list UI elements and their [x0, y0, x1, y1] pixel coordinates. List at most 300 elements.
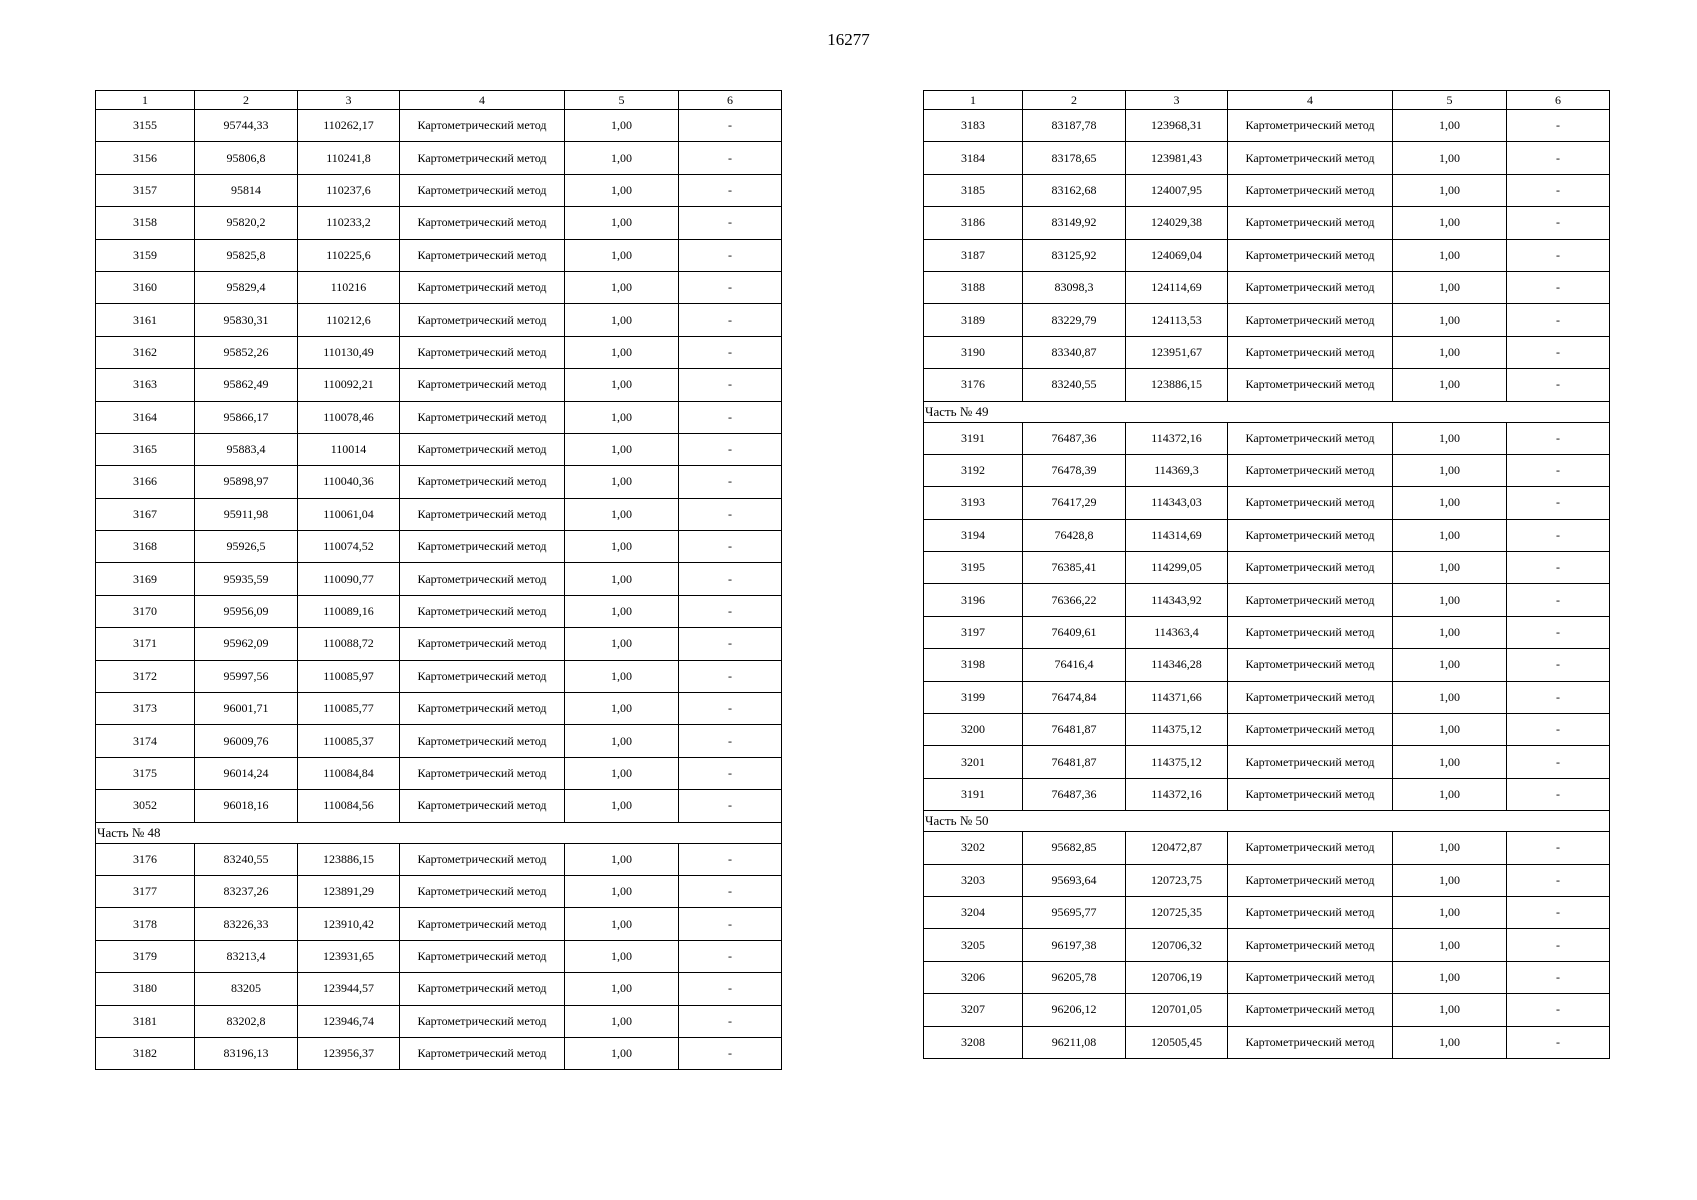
table-row: [96, 1037, 782, 1069]
x-coordinate-cell: 96009,76: [195, 725, 298, 757]
x-coordinate-cell: 83240,55: [195, 843, 298, 875]
column-header: 1: [96, 91, 195, 110]
point-number-cell: 3175: [96, 757, 195, 789]
y-coordinate-cell: 120725,35: [1126, 896, 1228, 928]
x-coordinate-cell: 83226,33: [195, 908, 298, 940]
method-cell: Картометрический метод: [1228, 454, 1393, 486]
table-row: [96, 908, 782, 940]
accuracy-cell: 1,00: [1393, 142, 1507, 174]
table-row: [96, 973, 782, 1005]
note-cell: -: [679, 207, 782, 239]
accuracy-cell: 1,00: [565, 757, 679, 789]
x-coordinate-cell: 95820,2: [195, 207, 298, 239]
accuracy-cell: 1,00: [565, 1037, 679, 1069]
y-coordinate-cell: 110085,97: [298, 660, 400, 692]
point-number-cell: 3177: [96, 875, 195, 907]
method-cell: Картометрический метод: [400, 207, 565, 239]
point-number-cell: 3208: [924, 1026, 1023, 1058]
y-coordinate-cell: 114375,12: [1126, 714, 1228, 746]
table-row: [96, 433, 782, 465]
note-cell: -: [679, 628, 782, 660]
note-cell: -: [679, 110, 782, 142]
table-row: [96, 498, 782, 530]
column-header: 3: [298, 91, 400, 110]
x-coordinate-cell: 76385,41: [1023, 552, 1126, 584]
table-row: [96, 628, 782, 660]
note-cell: -: [1507, 616, 1610, 648]
note-cell: -: [679, 433, 782, 465]
x-coordinate-cell: 95883,4: [195, 433, 298, 465]
table-row: [96, 207, 782, 239]
method-cell: Картометрический метод: [1228, 422, 1393, 454]
y-coordinate-cell: 114343,92: [1126, 584, 1228, 616]
note-cell: -: [1507, 142, 1610, 174]
method-cell: Картометрический метод: [1228, 778, 1393, 810]
note-cell: -: [679, 595, 782, 627]
table-row: [96, 142, 782, 174]
note-cell: -: [679, 908, 782, 940]
table-row: [96, 725, 782, 757]
accuracy-cell: 1,00: [565, 843, 679, 875]
point-number-cell: 3159: [96, 239, 195, 271]
section-label: Часть № 50: [924, 811, 1610, 832]
x-coordinate-cell: 95898,97: [195, 466, 298, 498]
table-row: [96, 940, 782, 972]
point-number-cell: 3191: [924, 422, 1023, 454]
method-cell: Картометрический метод: [1228, 110, 1393, 142]
accuracy-cell: 1,00: [565, 239, 679, 271]
method-cell: Картометрический метод: [400, 563, 565, 595]
y-coordinate-cell: 114372,16: [1126, 778, 1228, 810]
accuracy-cell: 1,00: [1393, 552, 1507, 584]
y-coordinate-cell: 123981,43: [1126, 142, 1228, 174]
y-coordinate-cell: 110216: [298, 271, 400, 303]
accuracy-cell: 1,00: [1393, 519, 1507, 551]
point-number-cell: 3160: [96, 271, 195, 303]
note-cell: -: [1507, 336, 1610, 368]
x-coordinate-cell: 96014,24: [195, 757, 298, 789]
accuracy-cell: 1,00: [565, 304, 679, 336]
x-coordinate-cell: 76416,4: [1023, 649, 1126, 681]
point-number-cell: 3202: [924, 832, 1023, 864]
y-coordinate-cell: 110237,6: [298, 174, 400, 206]
column-header: 2: [195, 91, 298, 110]
note-cell: -: [679, 973, 782, 1005]
x-coordinate-cell: 76474,84: [1023, 681, 1126, 713]
y-coordinate-cell: 124029,38: [1126, 207, 1228, 239]
x-coordinate-cell: 95852,26: [195, 336, 298, 368]
method-cell: Картометрический метод: [400, 336, 565, 368]
y-coordinate-cell: 123886,15: [1126, 369, 1228, 401]
column-header: 6: [1507, 91, 1610, 110]
point-number-cell: 3157: [96, 174, 195, 206]
point-number-cell: 3172: [96, 660, 195, 692]
accuracy-cell: 1,00: [565, 790, 679, 822]
accuracy-cell: 1,00: [1393, 649, 1507, 681]
note-cell: -: [1507, 714, 1610, 746]
accuracy-cell: 1,00: [1393, 369, 1507, 401]
note-cell: -: [679, 660, 782, 692]
accuracy-cell: 1,00: [565, 531, 679, 563]
table-row: [96, 466, 782, 498]
method-cell: Картометрический метод: [1228, 174, 1393, 206]
table-row: [924, 584, 1610, 616]
x-coordinate-cell: 96197,38: [1023, 929, 1126, 961]
table-row: [96, 369, 782, 401]
point-number-cell: 3180: [96, 973, 195, 1005]
method-cell: Картометрический метод: [1228, 519, 1393, 551]
method-cell: Картометрический метод: [400, 239, 565, 271]
accuracy-cell: 1,00: [565, 110, 679, 142]
method-cell: Картометрический метод: [400, 1005, 565, 1037]
accuracy-cell: 1,00: [565, 401, 679, 433]
note-cell: -: [679, 466, 782, 498]
method-cell: Картометрический метод: [400, 660, 565, 692]
method-cell: Картометрический метод: [400, 628, 565, 660]
point-number-cell: 3195: [924, 552, 1023, 584]
accuracy-cell: 1,00: [565, 908, 679, 940]
note-cell: -: [1507, 778, 1610, 810]
method-cell: Картометрический метод: [1228, 207, 1393, 239]
y-coordinate-cell: 110225,6: [298, 239, 400, 271]
table-row: [924, 552, 1610, 584]
point-number-cell: 3181: [96, 1005, 195, 1037]
point-number-cell: 3156: [96, 142, 195, 174]
table-row: [924, 110, 1610, 142]
x-coordinate-cell: 95926,5: [195, 531, 298, 563]
x-coordinate-cell: 95682,85: [1023, 832, 1126, 864]
note-cell: -: [1507, 304, 1610, 336]
method-cell: Картометрический метод: [400, 271, 565, 303]
x-coordinate-cell: 96001,71: [195, 693, 298, 725]
table-row: [96, 336, 782, 368]
note-cell: -: [679, 843, 782, 875]
point-number-cell: 3179: [96, 940, 195, 972]
method-cell: Картометрический метод: [400, 433, 565, 465]
method-cell: Картометрический метод: [400, 790, 565, 822]
table-row: [924, 207, 1610, 239]
y-coordinate-cell: 114346,28: [1126, 649, 1228, 681]
x-coordinate-cell: 96211,08: [1023, 1026, 1126, 1058]
y-coordinate-cell: 123886,15: [298, 843, 400, 875]
y-coordinate-cell: 120706,19: [1126, 961, 1228, 993]
accuracy-cell: 1,00: [565, 973, 679, 1005]
accuracy-cell: 1,00: [565, 660, 679, 692]
point-number-cell: 3193: [924, 487, 1023, 519]
table-row: [96, 304, 782, 336]
coordinates-table-left: [95, 90, 782, 1070]
accuracy-cell: 1,00: [565, 940, 679, 972]
note-cell: -: [679, 1005, 782, 1037]
accuracy-cell: 1,00: [1393, 896, 1507, 928]
accuracy-cell: 1,00: [1393, 929, 1507, 961]
y-coordinate-cell: 114314,69: [1126, 519, 1228, 551]
table-row: [924, 239, 1610, 271]
accuracy-cell: 1,00: [1393, 304, 1507, 336]
table-row: [96, 875, 782, 907]
accuracy-cell: 1,00: [1393, 110, 1507, 142]
y-coordinate-cell: 123968,31: [1126, 110, 1228, 142]
x-coordinate-cell: 83237,26: [195, 875, 298, 907]
method-cell: Картометрический метод: [400, 843, 565, 875]
accuracy-cell: 1,00: [1393, 271, 1507, 303]
x-coordinate-cell: 95693,64: [1023, 864, 1126, 896]
accuracy-cell: 1,00: [1393, 681, 1507, 713]
note-cell: -: [1507, 746, 1610, 778]
note-cell: -: [679, 369, 782, 401]
table-row: [924, 174, 1610, 206]
table-row: [924, 304, 1610, 336]
accuracy-cell: 1,00: [565, 563, 679, 595]
table-row: [96, 531, 782, 563]
point-number-cell: 3174: [96, 725, 195, 757]
table-row: [96, 563, 782, 595]
table-row: [924, 271, 1610, 303]
accuracy-cell: 1,00: [1393, 239, 1507, 271]
note-cell: -: [1507, 454, 1610, 486]
method-cell: Картометрический метод: [400, 531, 565, 563]
y-coordinate-cell: 123956,37: [298, 1037, 400, 1069]
y-coordinate-cell: 114363,4: [1126, 616, 1228, 648]
table-row: [924, 961, 1610, 993]
note-cell: -: [679, 336, 782, 368]
method-cell: Картометрический метод: [1228, 142, 1393, 174]
column-header: 5: [565, 91, 679, 110]
x-coordinate-cell: 76417,29: [1023, 487, 1126, 519]
accuracy-cell: 1,00: [1393, 714, 1507, 746]
y-coordinate-cell: 120505,45: [1126, 1026, 1228, 1058]
accuracy-cell: 1,00: [1393, 746, 1507, 778]
note-cell: -: [1507, 832, 1610, 864]
x-coordinate-cell: 76409,61: [1023, 616, 1126, 648]
x-coordinate-cell: 95866,17: [195, 401, 298, 433]
point-number-cell: 3192: [924, 454, 1023, 486]
x-coordinate-cell: 76478,39: [1023, 454, 1126, 486]
point-number-cell: 3198: [924, 649, 1023, 681]
table-row: [924, 864, 1610, 896]
table-row: [96, 1005, 782, 1037]
point-number-cell: 3169: [96, 563, 195, 595]
accuracy-cell: 1,00: [565, 207, 679, 239]
section-row: [924, 401, 1610, 422]
note-cell: -: [679, 401, 782, 433]
point-number-cell: 3162: [96, 336, 195, 368]
note-cell: -: [679, 725, 782, 757]
x-coordinate-cell: 83229,79: [1023, 304, 1126, 336]
accuracy-cell: 1,00: [565, 336, 679, 368]
point-number-cell: 3167: [96, 498, 195, 530]
y-coordinate-cell: 110085,77: [298, 693, 400, 725]
y-coordinate-cell: 124069,04: [1126, 239, 1228, 271]
point-number-cell: 3187: [924, 239, 1023, 271]
point-number-cell: 3199: [924, 681, 1023, 713]
table-row: [96, 790, 782, 822]
accuracy-cell: 1,00: [565, 369, 679, 401]
accuracy-cell: 1,00: [565, 498, 679, 530]
method-cell: Картометрический метод: [1228, 1026, 1393, 1058]
note-cell: -: [1507, 681, 1610, 713]
x-coordinate-cell: 76487,36: [1023, 422, 1126, 454]
y-coordinate-cell: 110078,46: [298, 401, 400, 433]
table-row: [96, 239, 782, 271]
accuracy-cell: 1,00: [1393, 832, 1507, 864]
y-coordinate-cell: 114371,66: [1126, 681, 1228, 713]
column-header: 2: [1023, 91, 1126, 110]
x-coordinate-cell: 95997,56: [195, 660, 298, 692]
point-number-cell: 3170: [96, 595, 195, 627]
x-coordinate-cell: 96205,78: [1023, 961, 1126, 993]
accuracy-cell: 1,00: [1393, 174, 1507, 206]
y-coordinate-cell: 110085,37: [298, 725, 400, 757]
x-coordinate-cell: 76487,36: [1023, 778, 1126, 810]
note-cell: -: [1507, 207, 1610, 239]
point-number-cell: 3201: [924, 746, 1023, 778]
y-coordinate-cell: 114375,12: [1126, 746, 1228, 778]
point-number-cell: 3204: [924, 896, 1023, 928]
method-cell: Картометрический метод: [400, 142, 565, 174]
x-coordinate-cell: 83240,55: [1023, 369, 1126, 401]
note-cell: -: [679, 271, 782, 303]
column-header: 4: [400, 91, 565, 110]
point-number-cell: 3163: [96, 369, 195, 401]
note-cell: -: [1507, 584, 1610, 616]
x-coordinate-cell: 95806,8: [195, 142, 298, 174]
point-number-cell: 3184: [924, 142, 1023, 174]
note-cell: -: [1507, 519, 1610, 551]
page-number: 16277: [827, 30, 870, 49]
note-cell: -: [1507, 961, 1610, 993]
x-coordinate-cell: 95814: [195, 174, 298, 206]
table-row: [924, 422, 1610, 454]
accuracy-cell: 1,00: [1393, 336, 1507, 368]
point-number-cell: 3200: [924, 714, 1023, 746]
method-cell: Картометрический метод: [400, 908, 565, 940]
table-row: [96, 271, 782, 303]
y-coordinate-cell: 123946,74: [298, 1005, 400, 1037]
note-cell: -: [679, 563, 782, 595]
note-cell: -: [1507, 552, 1610, 584]
method-cell: Картометрический метод: [1228, 714, 1393, 746]
note-cell: -: [679, 531, 782, 563]
accuracy-cell: 1,00: [565, 271, 679, 303]
method-cell: Картометрический метод: [1228, 929, 1393, 961]
y-coordinate-cell: 114343,03: [1126, 487, 1228, 519]
y-coordinate-cell: 120701,05: [1126, 994, 1228, 1026]
method-cell: Картометрический метод: [1228, 304, 1393, 336]
y-coordinate-cell: 110084,84: [298, 757, 400, 789]
accuracy-cell: 1,00: [565, 595, 679, 627]
x-coordinate-cell: 76366,22: [1023, 584, 1126, 616]
table-row: [96, 174, 782, 206]
x-coordinate-cell: 83213,4: [195, 940, 298, 972]
table-row: [924, 832, 1610, 864]
x-coordinate-cell: 95829,4: [195, 271, 298, 303]
table-row: [96, 693, 782, 725]
accuracy-cell: 1,00: [565, 693, 679, 725]
accuracy-cell: 1,00: [1393, 422, 1507, 454]
note-cell: -: [1507, 422, 1610, 454]
point-number-cell: 3185: [924, 174, 1023, 206]
table-row: [924, 746, 1610, 778]
point-number-cell: 3188: [924, 271, 1023, 303]
note-cell: -: [1507, 864, 1610, 896]
point-number-cell: 3155: [96, 110, 195, 142]
point-number-cell: 3194: [924, 519, 1023, 551]
accuracy-cell: 1,00: [1393, 207, 1507, 239]
y-coordinate-cell: 110262,17: [298, 110, 400, 142]
accuracy-cell: 1,00: [1393, 454, 1507, 486]
y-coordinate-cell: 110014: [298, 433, 400, 465]
table-row: [96, 110, 782, 142]
method-cell: Картометрический метод: [400, 498, 565, 530]
note-cell: -: [1507, 929, 1610, 961]
x-coordinate-cell: 76481,87: [1023, 714, 1126, 746]
point-number-cell: 3190: [924, 336, 1023, 368]
y-coordinate-cell: 110040,36: [298, 466, 400, 498]
note-cell: -: [1507, 649, 1610, 681]
y-coordinate-cell: 114369,3: [1126, 454, 1228, 486]
column-header: 6: [679, 91, 782, 110]
note-cell: -: [1507, 1026, 1610, 1058]
table-row: [924, 994, 1610, 1026]
x-coordinate-cell: 95825,8: [195, 239, 298, 271]
x-coordinate-cell: 95744,33: [195, 110, 298, 142]
table-row: [924, 929, 1610, 961]
note-cell: -: [1507, 239, 1610, 271]
y-coordinate-cell: 114299,05: [1126, 552, 1228, 584]
y-coordinate-cell: 124114,69: [1126, 271, 1228, 303]
table-row: [924, 1026, 1610, 1058]
x-coordinate-cell: 76481,87: [1023, 746, 1126, 778]
x-coordinate-cell: 83178,65: [1023, 142, 1126, 174]
method-cell: Картометрический метод: [400, 693, 565, 725]
point-number-cell: 3164: [96, 401, 195, 433]
x-coordinate-cell: 83098,3: [1023, 271, 1126, 303]
method-cell: Картометрический метод: [1228, 746, 1393, 778]
point-number-cell: 3182: [96, 1037, 195, 1069]
table-row: [924, 369, 1610, 401]
method-cell: Картометрический метод: [400, 174, 565, 206]
method-cell: Картометрический метод: [400, 973, 565, 1005]
method-cell: Картометрический метод: [400, 725, 565, 757]
x-coordinate-cell: 83340,87: [1023, 336, 1126, 368]
method-cell: Картометрический метод: [1228, 649, 1393, 681]
table-row: [96, 595, 782, 627]
accuracy-cell: 1,00: [1393, 778, 1507, 810]
y-coordinate-cell: 124007,95: [1126, 174, 1228, 206]
column-header: 4: [1228, 91, 1393, 110]
accuracy-cell: 1,00: [1393, 616, 1507, 648]
accuracy-cell: 1,00: [565, 142, 679, 174]
y-coordinate-cell: 110241,8: [298, 142, 400, 174]
note-cell: -: [1507, 994, 1610, 1026]
point-number-cell: 3166: [96, 466, 195, 498]
point-number-cell: 3168: [96, 531, 195, 563]
point-number-cell: 3052: [96, 790, 195, 822]
column-header: 3: [1126, 91, 1228, 110]
note-cell: -: [679, 940, 782, 972]
accuracy-cell: 1,00: [565, 628, 679, 660]
note-cell: -: [679, 875, 782, 907]
point-number-cell: 3207: [924, 994, 1023, 1026]
table-row: [96, 660, 782, 692]
table-row: [924, 454, 1610, 486]
accuracy-cell: 1,00: [1393, 864, 1507, 896]
method-cell: Картометрический метод: [1228, 487, 1393, 519]
method-cell: Картометрический метод: [1228, 239, 1393, 271]
accuracy-cell: 1,00: [565, 1005, 679, 1037]
point-number-cell: 3191: [924, 778, 1023, 810]
